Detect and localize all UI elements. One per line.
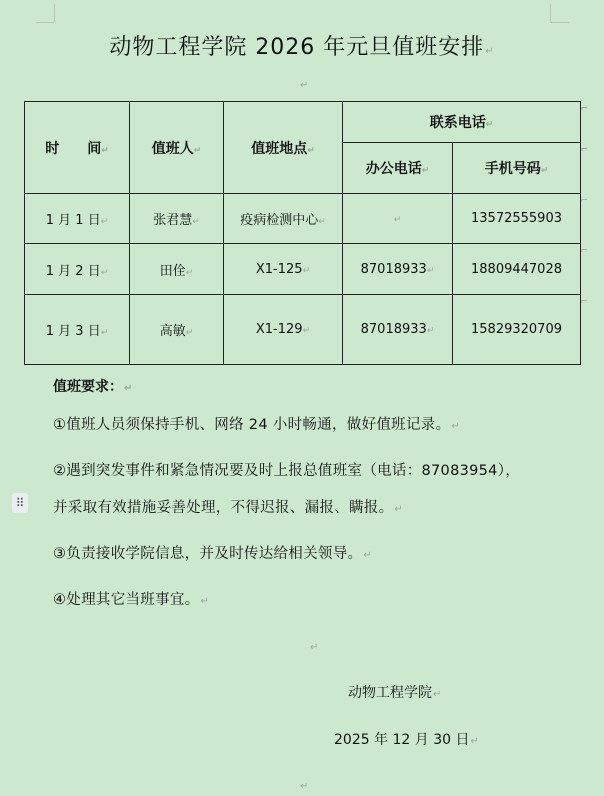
row-end-mark: ⌐: [580, 196, 589, 206]
cell-mobile: 13572555903 ⌐: [453, 194, 581, 244]
header-person: 值班人↵: [130, 102, 224, 194]
cell-person: 张君慧↵: [130, 194, 224, 244]
duty-table: [24, 101, 589, 365]
signature-date: 2025 年 12 月 30 日↵: [334, 732, 479, 748]
cell-location: X1-129↵: [224, 295, 343, 365]
paragraph-mark-icon: ↵: [300, 781, 309, 792]
cell-office-phone: 87018933↵: [343, 244, 453, 295]
row-end-mark: ⌐: [580, 246, 589, 256]
requirement-item-1: ①值班人员须保持手机、网络 24 小时畅通，做好值班记录。↵: [53, 417, 461, 433]
table-row: [25, 194, 581, 244]
requirement-item-4: ④处理其它当班事宜。↵: [53, 592, 210, 608]
cell-date: 1 月 3 日↵: [25, 295, 130, 365]
paragraph-mark-icon: ↵: [485, 46, 495, 57]
cell-date: 1 月 1 日↵: [25, 194, 130, 244]
header-mobile: 手机号码↵ ⌐: [453, 143, 581, 194]
cell-date: 1 月 2 日↵: [25, 244, 130, 295]
crop-mark-left: [36, 4, 55, 23]
requirement-item-2-cont: 并采取有效措施妥善处理，不得迟报、漏报、瞒报。↵: [53, 500, 404, 516]
document-title: [0, 30, 604, 61]
cell-mobile: 15829320709 ⌐: [453, 295, 581, 365]
header-time: 时 间↵: [25, 102, 130, 194]
table-row: [25, 244, 581, 295]
table-row: [25, 295, 581, 365]
requirement-item-3: ③负责接收学院信息，并及时传达给相关领导。↵: [53, 546, 372, 562]
requirement-item-2: ②遇到突发事件和紧急情况要及时上报总值班室（电话：87083954），: [53, 463, 521, 479]
requirements-title: 值班要求：↵: [53, 379, 133, 395]
cell-person: 田佺↵: [130, 244, 224, 295]
header-contact: 联系电话↵ ⌐: [343, 102, 581, 143]
paragraph-mark-icon: ↵: [300, 80, 309, 91]
row-end-mark: ⌐: [580, 145, 589, 155]
row-end-mark: ⌐: [580, 104, 589, 114]
drag-handle-icon[interactable]: ⠿: [12, 493, 28, 513]
cell-office-phone: ↵: [343, 194, 453, 244]
cell-mobile: 18809447028 ⌐: [453, 244, 581, 295]
crop-mark-right: [550, 4, 569, 23]
cell-location: X1-125↵: [224, 244, 343, 295]
cell-person: 高敏↵: [130, 295, 224, 365]
cell-location: 疫病检测中心↵: [224, 194, 343, 244]
paragraph-mark-icon: ↵: [310, 642, 319, 653]
row-end-mark: ⌐: [580, 297, 589, 307]
document-title-text: 动物工程学院 2026 年元旦值班安排: [109, 35, 485, 60]
cell-office-phone: 87018933↵: [343, 295, 453, 365]
signature-org: 动物工程学院↵: [348, 685, 442, 701]
header-office-phone: 办公电话↵: [343, 143, 453, 194]
header-location: 值班地点↵: [224, 102, 343, 194]
